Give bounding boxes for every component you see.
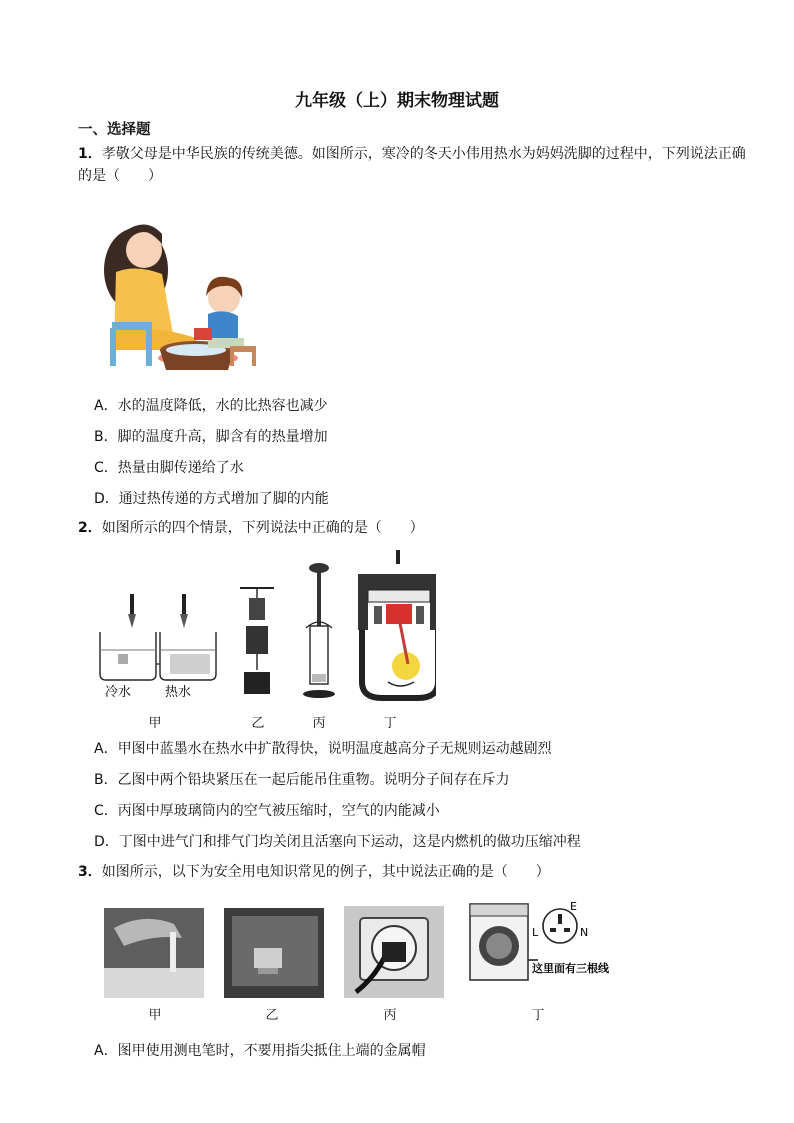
glass-cylinder-diagram — [303, 563, 335, 698]
lead-blocks-diagram — [240, 588, 274, 694]
question-number: 1． — [78, 146, 102, 162]
question-1-stem — [78, 143, 758, 187]
option-1d: D．通过热传递的方式增加了脚的内能 — [94, 491, 329, 507]
test-pen-photo — [104, 908, 204, 998]
callout-three-wires: 这里面有三根线 — [532, 962, 609, 975]
electrical-safety-figure — [104, 898, 622, 1002]
label-figure-jia: 甲 — [148, 1008, 162, 1023]
option-2c: C．丙图中厚玻璃筒内的空气被压缩时，空气的内能减小 — [94, 803, 440, 819]
beakers-diagram — [100, 594, 216, 680]
option-2a: A．甲图中蓝墨水在热水中扩散得快，说明温度越高分子无规则运动越剧烈 — [94, 741, 552, 757]
section-heading: 一、选择题 — [78, 122, 151, 138]
mother-foot-wash-illustration — [96, 210, 261, 375]
label-figure-ding: 丁 — [531, 1008, 545, 1023]
option-1c: C．热量由脚传递给了水 — [94, 460, 244, 476]
question-text: 孝敬父母是中华民族的传统美德。如图所示，寒冷的冬天小伟用热水为妈妈洗脚的过程中，下列说法正确的是（ ） — [78, 146, 746, 184]
question-text: 如图所示的四个情景，下列说法中正确的是（ ） — [101, 520, 424, 536]
label-figure-bing: 丙 — [383, 1008, 397, 1023]
label-figure-jia: 甲 — [148, 716, 162, 731]
question-number: 3． — [78, 864, 102, 880]
option-3a: A．图甲使用测电笔时，不要用指尖抵住上端的金属帽 — [94, 1043, 426, 1059]
question-number: 2． — [78, 520, 102, 536]
question-text: 如图所示，以下为安全用电知识常见的例子，其中说法正确的是（ ） — [101, 864, 550, 880]
option-2d: D．丁图中进气门和排气门均关闭且活塞向下运动，这是内燃机的做功压缩冲程 — [94, 834, 581, 850]
question-2-stem — [78, 517, 758, 539]
engine-cylinder-diagram — [358, 550, 436, 698]
question-3-stem — [78, 861, 758, 883]
label-figure-bing: 丙 — [312, 716, 326, 731]
switch-box-photo — [224, 908, 324, 998]
plug-label-l: L — [532, 926, 539, 939]
option-2b: B．乙图中两个铅块紧压在一起后能吊住重物。说明分子间存在斥力 — [94, 772, 510, 788]
plug-label-n: N — [580, 926, 589, 939]
plug-label-e: E — [570, 900, 577, 913]
label-hot-water: 热水 — [164, 685, 192, 700]
wall-socket-photo — [344, 906, 444, 998]
label-figure-yi: 乙 — [251, 716, 265, 731]
option-1a: A．水的温度降低，水的比热容也减少 — [94, 398, 328, 414]
label-figure-yi: 乙 — [265, 1008, 279, 1023]
washing-machine-diagram — [470, 900, 610, 980]
page-title: 九年级（上）期末物理试题 — [295, 91, 499, 111]
four-scenarios-figure — [96, 546, 436, 706]
label-cold-water: 冷水 — [104, 685, 132, 700]
label-figure-ding: 丁 — [383, 716, 397, 731]
option-1b: B．脚的温度升高，脚含有的热量增加 — [94, 429, 328, 445]
